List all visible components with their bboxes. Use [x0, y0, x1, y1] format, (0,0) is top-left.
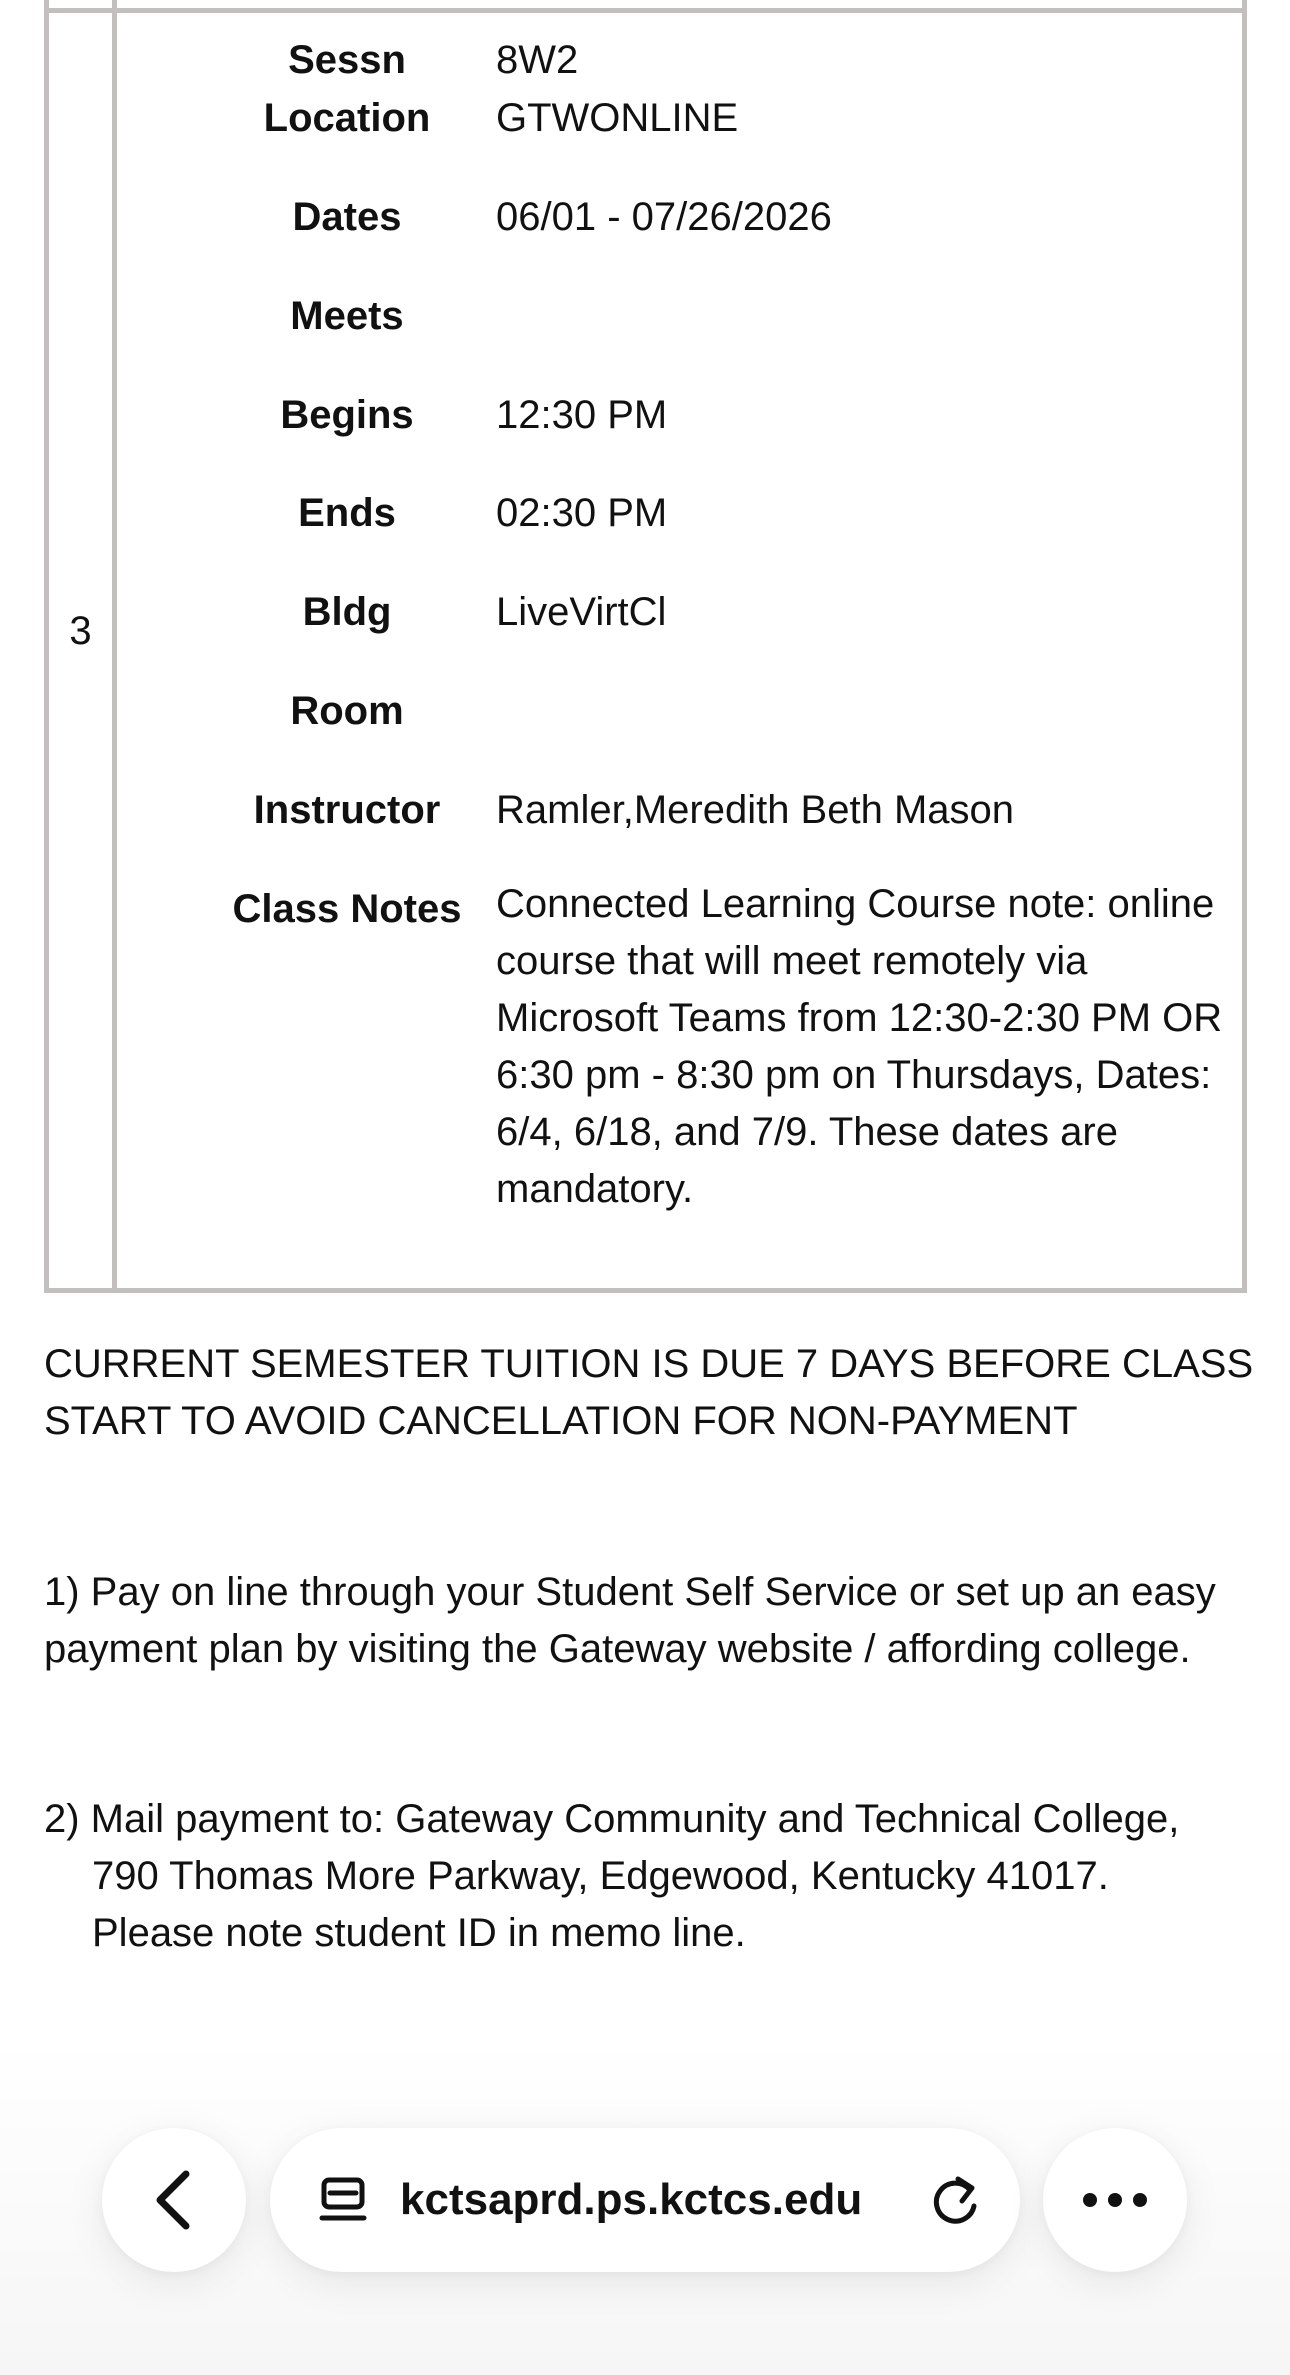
more-horizontal-icon [1080, 2190, 1150, 2210]
chevron-left-icon [152, 2168, 196, 2232]
url-text[interactable]: kctsaprd.ps.kctcs.edu [400, 2175, 863, 2224]
row-number-column [49, 0, 117, 1288]
back-button[interactable] [102, 2128, 246, 2272]
reload-icon[interactable] [926, 2170, 984, 2232]
payment-option-online: 1) Pay on line through your Student Self Service or set up an easy payment plan by visiting the Gateway website / affording college. [44, 1570, 1216, 1671]
mail-payment-intro: 2) Mail payment to: Gateway Community and Technical College, [44, 1797, 1180, 1841]
room-label: Room [290, 689, 404, 733]
location-value: GTWONLINE [496, 96, 739, 140]
meets-label: Meets [290, 294, 404, 338]
table-divider [49, 8, 1242, 13]
instructor-label: Instructor [253, 788, 441, 832]
class-notes-label: Class Notes [232, 887, 462, 931]
dates-value: 06/01 - 07/26/2026 [496, 195, 832, 239]
dates-label: Dates [292, 195, 402, 239]
bldg-label: Bldg [302, 590, 392, 634]
bldg-value: LiveVirtCl [496, 590, 667, 634]
sessn-label: Sessn [288, 38, 406, 82]
payment-option-mail [44, 1791, 1254, 1962]
class-notes-value: Connected Learning Course note: online course that will meet remotely via Microsoft Teams from 12:30-2:30 PM OR 6:30 pm - 8:30 pm on Thursdays, Dates: 6/4, 6/18, and 7/9. These dates are mandatory. [496, 882, 1223, 1211]
mailing-address: 790 Thomas More Parkway, Edgewood, Kentucky 41017. [92, 1854, 1109, 1898]
address-bar[interactable] [270, 2128, 1020, 2272]
location-label: Location [263, 96, 431, 140]
memo-note: Please note student ID in memo line. [92, 1911, 746, 1955]
instructor-value: Ramler,Meredith Beth Mason [496, 788, 1015, 832]
laptop-icon [316, 2173, 370, 2227]
class-section-table [44, 0, 1247, 1293]
sessn-value: 8W2 [496, 38, 579, 82]
row-number: 3 [69, 609, 92, 653]
ends-value: 02:30 PM [496, 491, 668, 535]
ends-label: Ends [298, 491, 396, 535]
begins-label: Begins [280, 393, 414, 437]
tuition-due-heading: CURRENT SEMESTER TUITION IS DUE 7 DAYS BEFORE CLASS START TO AVOID CANCELLATION FOR NON-PAYMENT [44, 1342, 1254, 1443]
more-options-button[interactable] [1043, 2128, 1187, 2272]
begins-value: 12:30 PM [496, 393, 668, 437]
